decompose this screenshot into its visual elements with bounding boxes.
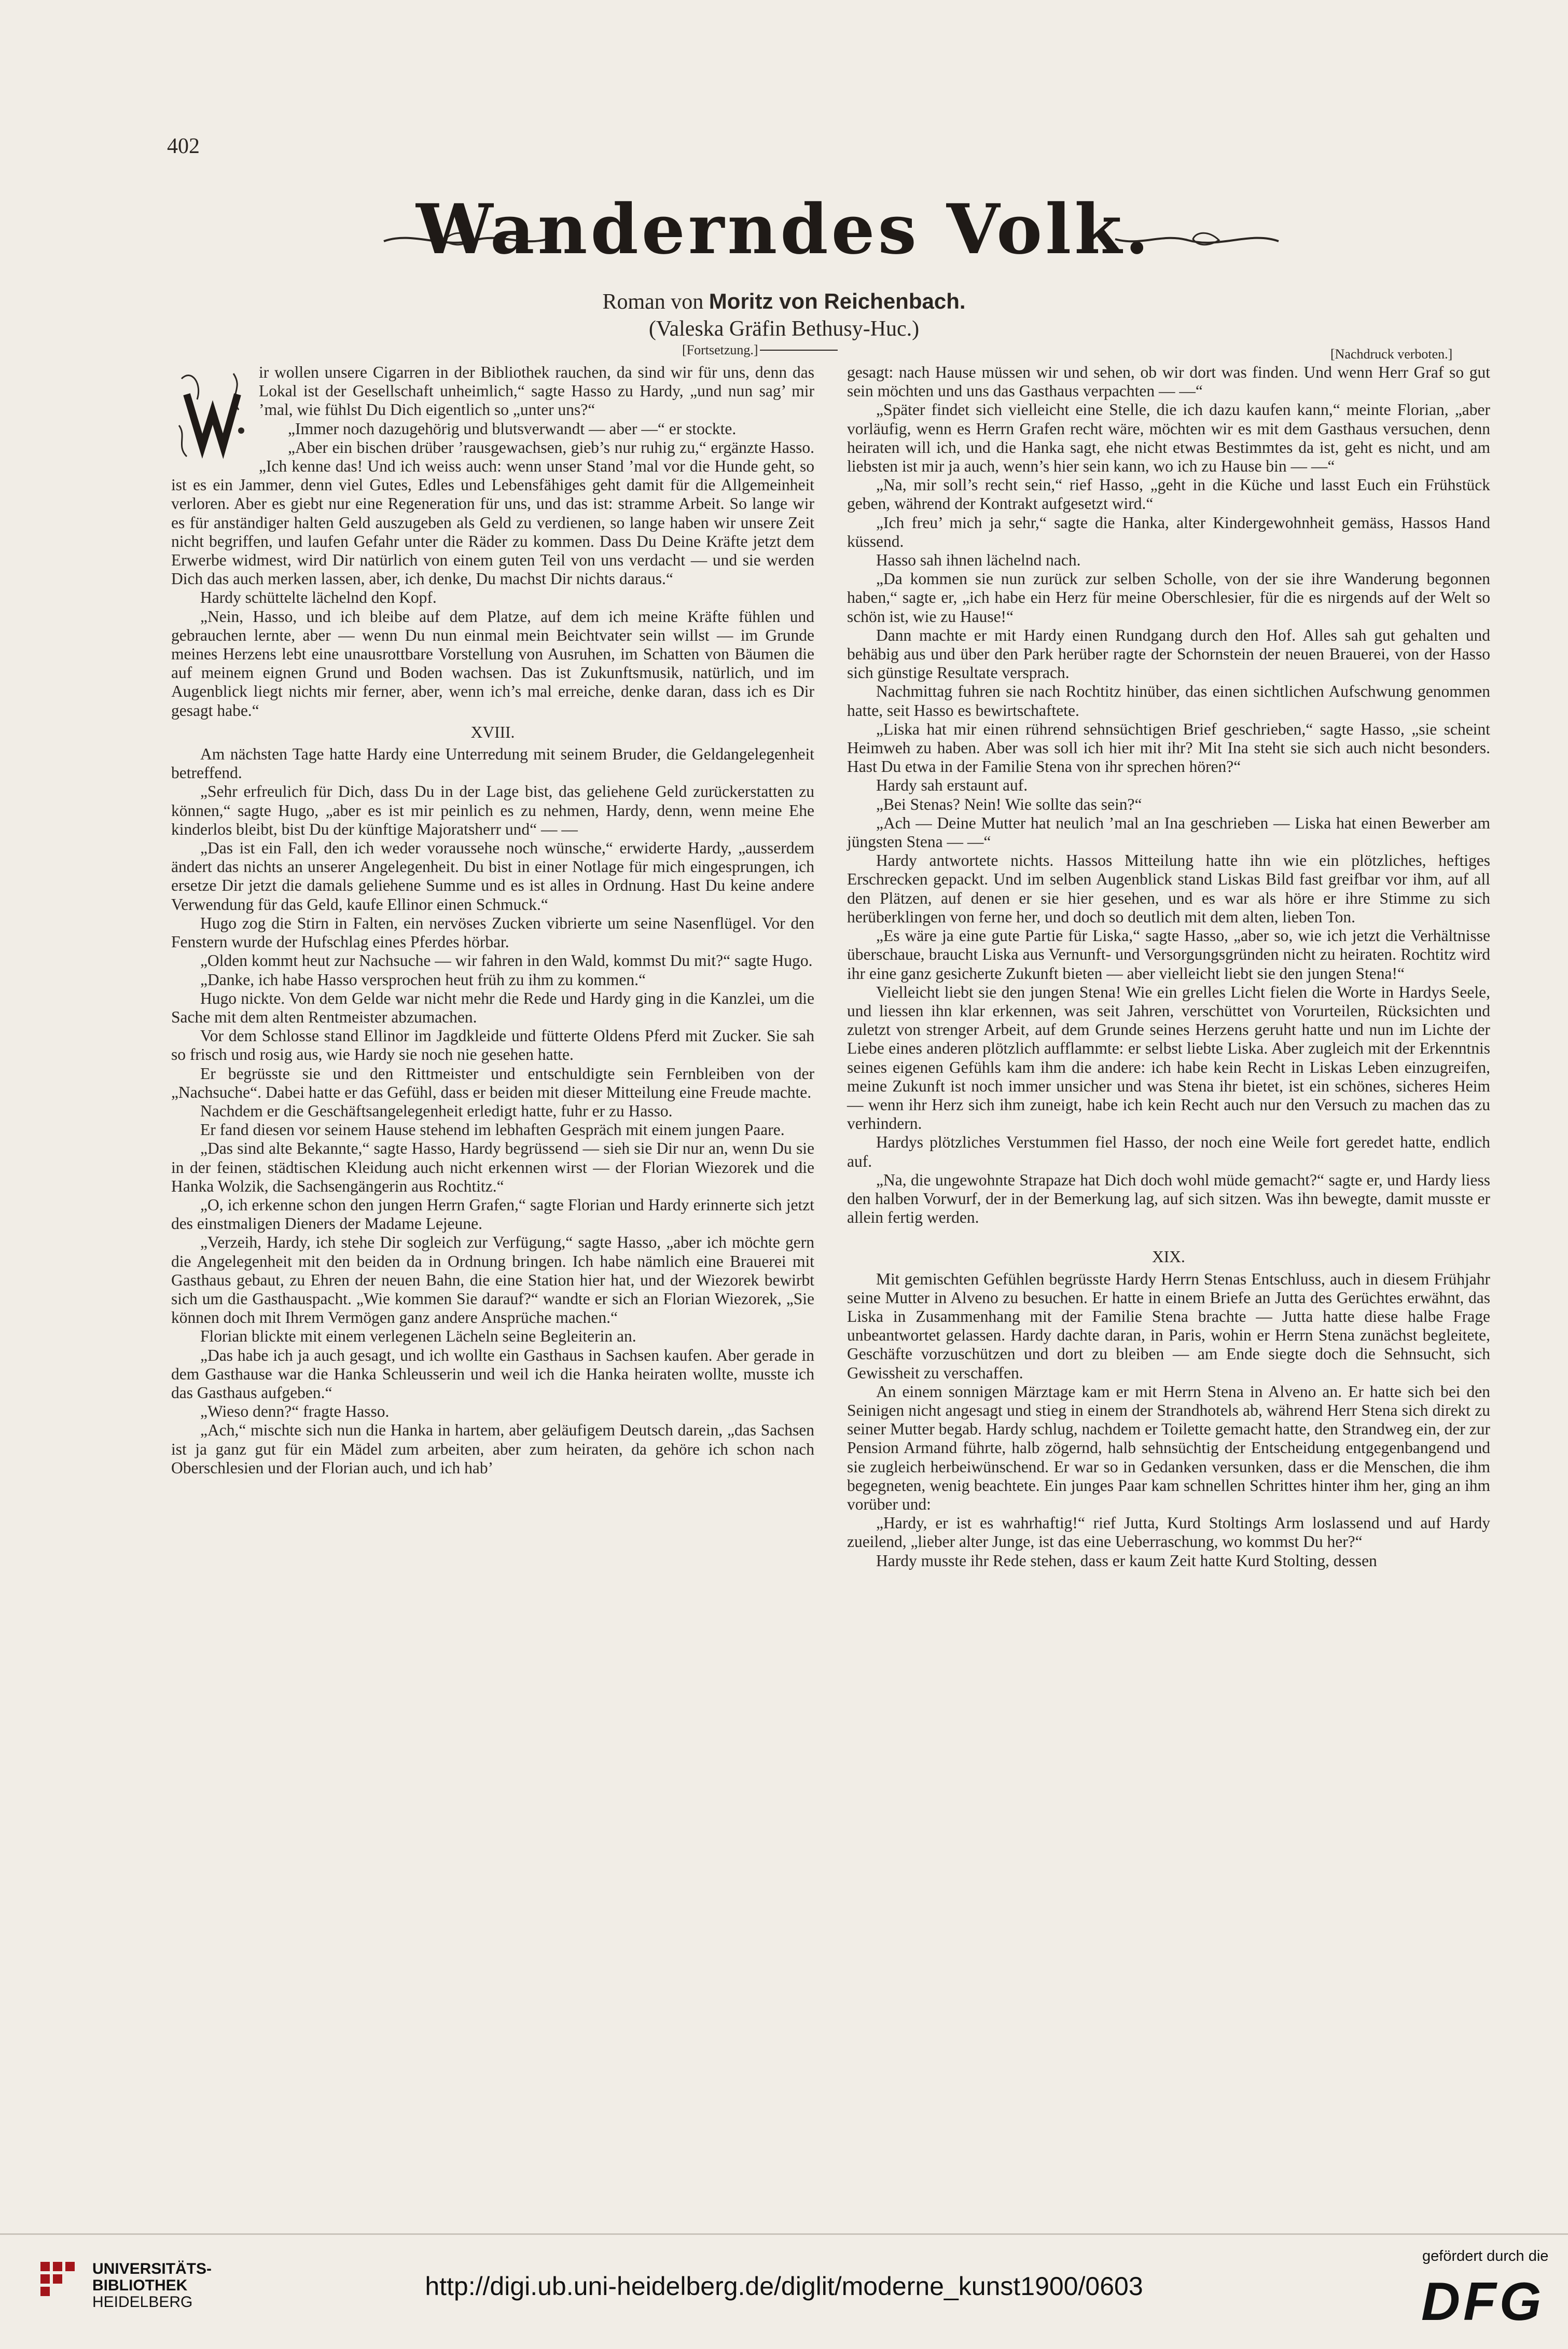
- library-name-line: HEIDELBERG: [92, 2293, 193, 2311]
- paragraph: „Aber ein bischen drüber ’rausgewachsen, gieb’s nur ruhig zu,“ ergänzte Hasso. „Ich kenne das! Und ich weiss auch: wenn unser Stand ’mal vor die Hunde geht, so ist es ein Jammer, denn viel Gutes, Edles und Lebensfähiges geht damit für die Allgemeinheit verloren. Aber es giebt nur eine Regeneration für uns, und das ist: stramme Arbeit. So lange wir es für anständiger halten Geld auszugeben als Geld zu verdienen, so lange haben wir unsere Zeit nicht begriffen, und laufen Gefahr unter die Räder zu kommen. Dass Du Deine Kräfte jetzt dem Erwerbe widmest, wird Dir natürlich von einem guten Teil von uns verdacht — und sie werden Dich das auch merken lassen, aber, ich denke, Du machst Dir nichts daraus.“: [171, 438, 814, 588]
- paragraph: „Bei Stenas? Nein! Wie sollte das sein?“: [876, 795, 1142, 813]
- paragraph: „Nein, Hasso, und ich bleibe auf dem Platze, auf dem ich meine Kräfte fühlen und gebrauchen lernte, aber — wenn Du nun einmal mein Beichtvater sein willst — im Grunde meines Herzens lebt eine unausrottbare Vorstellung von Ausruhen, im Schatten von Bäumen die auf meinem eignen Grund und Boden wachsen. Das ist Zukunftsmusik, natürlich, und im Augenblick liegt nichts mir ferner, aber, wenn ich’s mal erreiche, denke daran, dass ich es Dir gesagt habe.“: [171, 607, 814, 720]
- article-title: Wanderndes Volk.: [416, 189, 1152, 270]
- paragraph: „Liska hat mir einen rührend sehnsüchtigen Brief geschrieben,“ sagte Hasso, „sie scheint Heimweh zu haben. Aber was soll ich hier mit ihr? Mit Ina steht sie sich auch nicht besonders. Hast Du etwa in der Familie Stena von ihr sprechen hören?“: [847, 720, 1490, 776]
- paragraph: Hardys plötzliches Verstummen fiel Hasso, der noch eine Weile fort geredet hatte, endlich auf.: [847, 1133, 1490, 1170]
- ornamental-dash: [760, 350, 838, 351]
- paragraph: Nachmittag fuhren sie nach Rochtitz hinüber, das einen sichtlichen Aufschwung genommen hatte, seit Hasso es bewirtschaftete.: [847, 682, 1490, 720]
- drop-cap-w-ornament: [171, 363, 252, 462]
- funding-note: gefördert durch die: [1422, 2248, 1549, 2264]
- paragraph: Vielleicht liebt sie den jungen Stena! Wie ein grelles Licht fielen die Worte in Hardys Seele, und liessen ihn klar erkennen, was seit Jahren, verschüttet von Vorurteilen, Rücksichten und zuletzt von strenger Arbeit, auf dem Grunde seines Herzens geruht hatte und nun im Lichte der Liebe eines anderen plötzlich aufflammte: er selbst liebte Liska. Aber zugleich mit der Erkenntnis seines eigenen Gefühls kam ihm die andere: ich habe kein Recht in Liskas Leben einzugreifen, meine Zukunft ist noch immer unsicher und was Stena ihr bietet, ist ein schönes, sicheres Heim — wenn ihr Herz sich ihm zuneigt, habe ich kein Recht auch nur den Versuch zu machen das zu verhindern.: [847, 983, 1490, 1133]
- continuation-label: [Fortsetzung.]: [682, 342, 758, 357]
- paragraph: „Verzeih, Hardy, ich stehe Dir sogleich zur Verfügung,“ sagte Hasso, „aber ich möchte gern die Angelegenheit mit den beiden da in Ordnung bringen. Ich habe nämlich eine Brauerei mit Gasthaus gebaut, zu Ehren der neuen Bahn, die eine Station hier hat, und der Wiezorek bewirbt sich um die Gasthauspacht. „Wie kommen Sie darauf?“ wandte er sich an Florian Wiezorek, „Sie können doch mit Ihrem Vermögen ganz andere Ansprüche machen.“: [171, 1233, 814, 1327]
- paragraph: „Das habe ich ja auch gesagt, und ich wollte ein Gasthaus in Sachsen kaufen. Aber gerade in dem Gasthause war die Hanka Schleusserin und weil ich die Hanka heiraten wollte, musste ich das Gasthaus aufgeben.“: [171, 1346, 814, 1402]
- paragraph: Hasso sah ihnen lächelnd nach.: [876, 551, 1081, 570]
- text-column-left: [171, 363, 814, 1477]
- paragraph: „Wieso denn?“ fragte Hasso.: [200, 1402, 390, 1421]
- paragraph: „Das sind alte Bekannte,“ sagte Hasso, Hardy begrüssend — sieh sie Dir nur an, wenn Du sie in der feinen, städtischen Kleidung auch nicht erkennen wirst — der Florian Wiezorek und die Hanka Wolzik, die Sachsengängerin aus Rochtitz.“: [171, 1139, 814, 1195]
- right-flourish-ornament: [1110, 220, 1281, 257]
- byline-prefix: Roman von: [602, 290, 709, 314]
- dfg-logo: DFG: [1421, 2272, 1545, 2332]
- paragraph: „Immer noch dazugehörig und blutsverwandt — aber —“ er stockte.: [288, 419, 737, 438]
- paragraph: Vor dem Schlosse stand Ellinor im Jagdkleide und fütterte Oldens Pferd mit Zucker. Sie sah so frisch und rosig aus, wie Hardy sie noch nie gesehen hatte.: [171, 1027, 814, 1064]
- paragraph: Er fand diesen vor seinem Hause stehend im lebhaften Gespräch mit einem jungen Paare.: [200, 1121, 785, 1139]
- text-column-right: [847, 363, 1490, 1570]
- paragraph: „Olden kommt heut zur Nachsuche — wir fahren in den Wald, kommst Du mit?“ sagte Hugo.: [200, 951, 813, 970]
- page-number: 402: [167, 134, 200, 158]
- paragraph: „Sehr erfreulich für Dich, dass Du in der Lage bist, das geliehene Geld zurückerstatten zu können,“ sagte Hugo, „aber es ist mir peinlich es zu nehmen, Hardy, denn, wenn meine Ehe kinderlos bleibt, bist Du der künftige Majoratsherr und“ — —: [171, 782, 814, 838]
- paragraph: Dann machte er mit Hardy einen Rundgang durch den Hof. Alles sah gut gehalten und behäbig aus und über den Park herüber ragte der Schornstein der neuen Brauerei, von der Hasso sich günstige Resultate versprach.: [847, 626, 1490, 682]
- paragraph: „Ach — Deine Mutter hat neulich ’mal an Ina geschrieben — Liska hat einen Bewerber am jüngsten Stena — —“: [847, 813, 1490, 851]
- paragraph: „Später findet sich vielleicht eine Stelle, die ich dazu kaufen kann,“ meinte Florian, „aber vorläufig, wenn es Herrn Grafen recht wäre, möchten wir es mit dem Gasthaus versuchen, denn heiraten will ich, und die Hanka sagt, ehe nicht etwas Bestimmtes da ist, geht es nicht, und am liebsten ist mir ja auch, wenn’s hier sein kann, wo ich zu Hause bin — —“: [847, 400, 1490, 476]
- paragraph: „Es wäre ja eine gute Partie für Liska,“ sagte Hasso, „aber so, wie ich jetzt die Verhältnisse überschaue, braucht Liska aus Vernunft- und Versorgungsgründen nicht zu heiraten. Rochtitz wird ihr eine ganz gesicherte Zukunft bieten — aber vielleicht liebt sie den jungen Stena!“: [847, 927, 1490, 983]
- paragraph: „O, ich erkenne schon den jungen Herrn Grafen,“ sagte Florian und Hardy erinnerte sich jetzt des einstmaligen Dieners der Madame Lejeune.: [171, 1195, 814, 1233]
- paragraph: „Hardy, er ist es wahrhaftig!“ rief Jutta, Kurd Stoltings Arm loslassend und auf Hardy zueilend, „lieber alter Junge, ist das eine Ueberraschung, wo kommst Du her?“: [847, 1514, 1490, 1551]
- byline: [0, 288, 1568, 342]
- chapter-heading: XIX.: [1152, 1248, 1185, 1266]
- author-name: Moritz von Reichenbach.: [709, 289, 966, 313]
- reprint-notice: [Nachdruck verboten.]: [1330, 347, 1453, 362]
- paragraph: Hardy schüttelte lächelnd den Kopf.: [200, 588, 437, 607]
- paragraph: „Na, mir soll’s recht sein,“ rief Hasso, „geht in die Küche und lasst Euch ein Frühstück geben, während der Kontrakt aufgesetzt wird.“: [847, 476, 1490, 513]
- paragraph: gesagt: nach Hause müssen wir und sehen, ob wir dort was finden. Und wenn Herr Graf so gut sein möchten und uns das Gasthaus verpachten — —“: [847, 363, 1490, 400]
- paragraph: Nachdem er die Geschäftsangelegenheit erledigt hatte, fuhr er zu Hasso.: [200, 1101, 673, 1120]
- library-name-line: UNIVERSITÄTS-: [92, 2260, 212, 2277]
- paragraph: Er begrüsste sie und den Rittmeister und entschuldigte sein Fernbleiben von der „Nachsuche“. Dabei hatte er das Gefühl, dass er beiden mit dieser Mitteilung eine Freude machte.: [171, 1064, 814, 1101]
- footer-divider: [0, 2233, 1568, 2235]
- author-pseudonym: (Valeska Gräfin Bethusy-Huc.): [648, 317, 920, 341]
- paragraph: Am nächsten Tage hatte Hardy eine Unterredung mit seinem Bruder, die Geldangelegenheit betreffend.: [171, 745, 814, 782]
- paragraph: Hardy antwortete nichts. Hassos Mitteilung hatte ihn wie ein plötzliches, heftiges Erschrecken gepackt. Und im selben Augenblick stand Liskas Bild fast greifbar vor ihm, auf all den Plätzen, auf denen er sie hier gesehen, und es war als höre er ihre Stimme zu sich herüberklingen von ferne her, und doch so deutlich mit dem alten, lieben Ton.: [847, 851, 1490, 926]
- paragraph: „Das ist ein Fall, den ich weder voraussehe noch wünsche,“ erwiderte Hardy, „ausserdem ändert das nichts an unserer Angelegenheit. Du bist in einer Notlage für mich eingesprungen, ich ersetze Dir jetzt die damals geliehene Summe und es ist alles in Ordnung. Hast Du keine andere Verwendung für das Geld, kaufe Ellinor einen Schmuck.“: [171, 839, 814, 914]
- paragraph: „Ach,“ mischte sich nun die Hanka in hartem, aber geläufigem Deutsch darein, „das Sachsen ist ja ganz gut für ein Mädel zum arbeiten, aber zum heiraten, da gehöre ich schon nach Oberschlesien und der Florian auch, und ich hab’: [171, 1421, 814, 1477]
- paragraph: Hugo zog die Stirn in Falten, ein nervöses Zucken vibrierte um seine Nasenflügel. Vor den Fenstern wurde der Hufschlag eines Pferdes hörbar.: [171, 914, 814, 951]
- paragraph: „Danke, ich habe Hasso versprochen heut früh zu ihm zu kommen.“: [200, 970, 646, 989]
- paragraph: Hardy sah erstaunt auf.: [876, 776, 1028, 795]
- paragraph: Mit gemischten Gefühlen begrüsste Hardy Herrn Stenas Entschluss, auch in diesem Frühjahr seine Mutter in Alveno zu besuchen. Er hatte in einem Briefe an Jutta des Gerüchtes erwähnt, das Liska in Zusammenhang mit der Familie Stena brachte — Jutta hatte diese halbe Frage unbeantwortet gelassen. Hardy dachte daran, in Paris, wohin er Herrn Stena zunächst begleitete, Geschäfte vorzuschützen und dort zu bleiben — am Ende siegte doch die Sehnsucht, sich Gewissheit zu verschaffen.: [847, 1269, 1490, 1382]
- paragraph: Florian blickte mit einem verlegenen Lächeln seine Begleiterin an.: [200, 1327, 636, 1346]
- chapter-heading: XVIII.: [470, 723, 515, 741]
- library-name-line: BIBLIOTHEK: [92, 2277, 188, 2294]
- paragraph: „Ich freu’ mich ja sehr,“ sagte die Hanka, alter Kindergewohnheit gemäss, Hassos Hand küssend.: [847, 513, 1490, 550]
- paragraph: Hardy musste ihr Rede stehen, dass er kaum Zeit hatte Kurd Stolting, dessen: [876, 1551, 1377, 1570]
- paragraph: ir wollen unsere Cigarren in der Bibliothek rauchen, da sind wir für uns, denn das Lokal ist der Gesellschaft unheimlich,“ sagte Hasso zu Hardy, „und nun sag’ mir ’mal, wie fühlst Du Dich eigentlich so „unter uns?“: [259, 363, 814, 419]
- paragraph: An einem sonnigen Märztage kam er mit Herrn Stena in Alveno an. Er hatte sich bei den Seinigen nicht angesagt und stieg in einem der Strandhotels ab, während Herr Stena sich direkt zu seiner Mutter begab. Hardy schlug, nachdem er Toilette gemacht hatte, den Strandweg ein, der zur Pension Armand führte, halb zögernd, halb sehnsüchtig der Entscheidung entgegenbangend und sie zugleich herbeiwünschend. Er war so in Gedanken versunken, dass er die Menschen, die ihm begegneten, wenig beachtete. Ein junges Paar kam schnellen Schrittes hinter ihm her, ging an ihm vorüber und:: [847, 1382, 1490, 1513]
- paragraph: Hugo nickte. Von dem Gelde war nicht mehr die Rede und Hardy ging in die Kanzlei, um die Sache mit dem alten Rentmeister abzumachen.: [171, 989, 814, 1026]
- source-url-link[interactable]: http://digi.ub.uni-heidelberg.de/diglit/moderne_kunst1900/0603: [425, 2272, 1143, 2301]
- paragraph: „Na, die ungewohnte Strapaze hat Dich doch wohl müde gemacht?“ sagte er, und Hardy liess den halben Vorwurf, der in der Bemerkung lag, auf sich sitzen. Was ihn bewegte, damit musste er allein fertig werden.: [847, 1170, 1490, 1227]
- paragraph: „Da kommen sie nun zurück zur selben Scholle, von der sie ihre Wanderung begonnen haben,“ sagte er, „ich habe ein Herz für meine Oberschlesier, für die es nirgends auf der Welt so schön ist, wie zu Hause!“: [847, 570, 1490, 626]
